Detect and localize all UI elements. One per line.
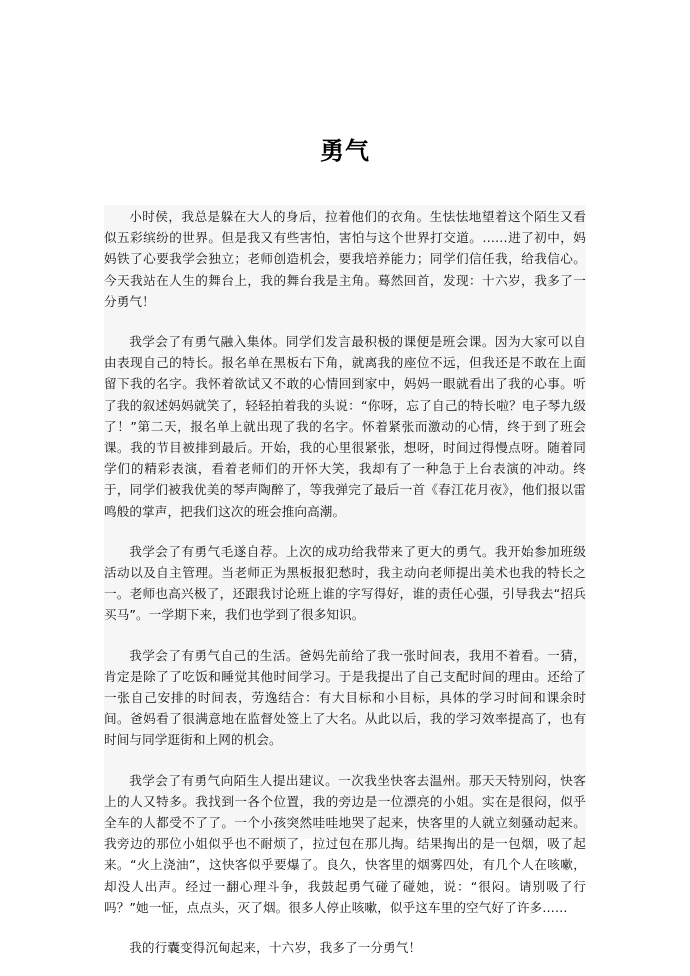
paragraph-stranger-advice: 我学会了有勇气向陌生人提出建议。一次我坐快客去温州。那天天特别闷，快客上的人又特多。我找到一各个位置，我的旁边是一位漂亮的小姐。实在是很闷，似乎全车的人都受不了了。一个小孩突然哇哇地哭了起来，快客里的人就立刻骚动起来。我旁边的那位小姐似乎也不耐烦了，拉过包在那儿掏。结果掏出的是一包烟，吸了起来。“火上浇油”，这快客似乎要爆了。良久，快客里的烟雾四处，有几个人在咳嗽，却没人出声。经过一翻心理斗争，我鼓起勇气碰了碰她，说：“很闷。请别吸了行吗？”她一怔，点点头，灭了烟。很多人停止咳嗽，似乎这车里的空气好了许多…… [104,772,586,915]
paragraph-join-group: 我学会了有勇气融入集体。同学们发言最积极的课便是班会课。因为大家可以自由表现自己的特长。报名单在黑板右下角，就离我的座位不远，但我还是不敢在上面留下我的名字。我怀着欲试又不敢的心情回到家中，妈妈一眼就看出了我的心事。听了我的叙述妈妈就笑了，轻轻拍着我的头说：“你呀，忘了自己的特长啦？电子琴九级了！”第二天，报名单上就出现了我的名字。怀着紧张而激动的心情，终于到了班会课。我的节目被排到最后。开始，我的心里很紧张，想呀，时间过得慢点呀。随着同学们的精彩表演，看着老师们的开怀大笑，我却有了一种急于上台表演的冲动。终于，同学们被我优美的琴声陶醉了，等我弹完了最后一首《春江花月夜》，他们报以雷鸣般的掌声，把我们这次的班会推向高潮。 [104,334,586,519]
article-body [104,205,586,956]
paragraph-own-life: 我学会了有勇气自己的生活。爸妈先前给了我一张时间表，我用不着看。一猜，肯定是除了了吃饭和睡觉其他时间学习。于是我提出了自己支配时间的理由。还给了一张自己安排的时间表，劳逸结合：有大目标和小目标，具体的学习时间和课余时间。爸妈看了很满意地在监督处签上了大名。从此以后，我的学习效率提高了，也有时间与同学逛街和上网的机会。 [104,647,586,748]
paragraph-conclusion: 我的行囊变得沉甸起来，十六岁，我多了一分勇气！ [129,940,422,956]
paragraph-intro: 小时侯，我总是躲在大人的身后，拉着他们的衣角。生怯怯地望着这个陌生又看似五彩缤纷的世界。但是我又有些害怕，害怕与这个世界打交道。……进了初中，妈妈铁了心要我学会独立；老师创造机会，要我培养能力；同学们信任我，给我信心。今天我站在人生的舞台上，我的舞台我是主角。蓦然回首，发现：十六岁，我多了一分勇气！ [104,209,586,309]
page-title: 勇气 [320,137,370,166]
paragraph-self-recommend: 我学会了有勇气毛遂自荐。上次的成功给我带来了更大的勇气。我开始参加班级活动以及自主管理。当老师正为黑板报犯愁时，我主动向老师提出美术也我的特长之一。老师也高兴极了，还跟我讨论班上谁的字写得好，谁的责任心强，引导我去“招兵买马”。一学期下来，我们也学到了很多知识。 [104,543,586,623]
